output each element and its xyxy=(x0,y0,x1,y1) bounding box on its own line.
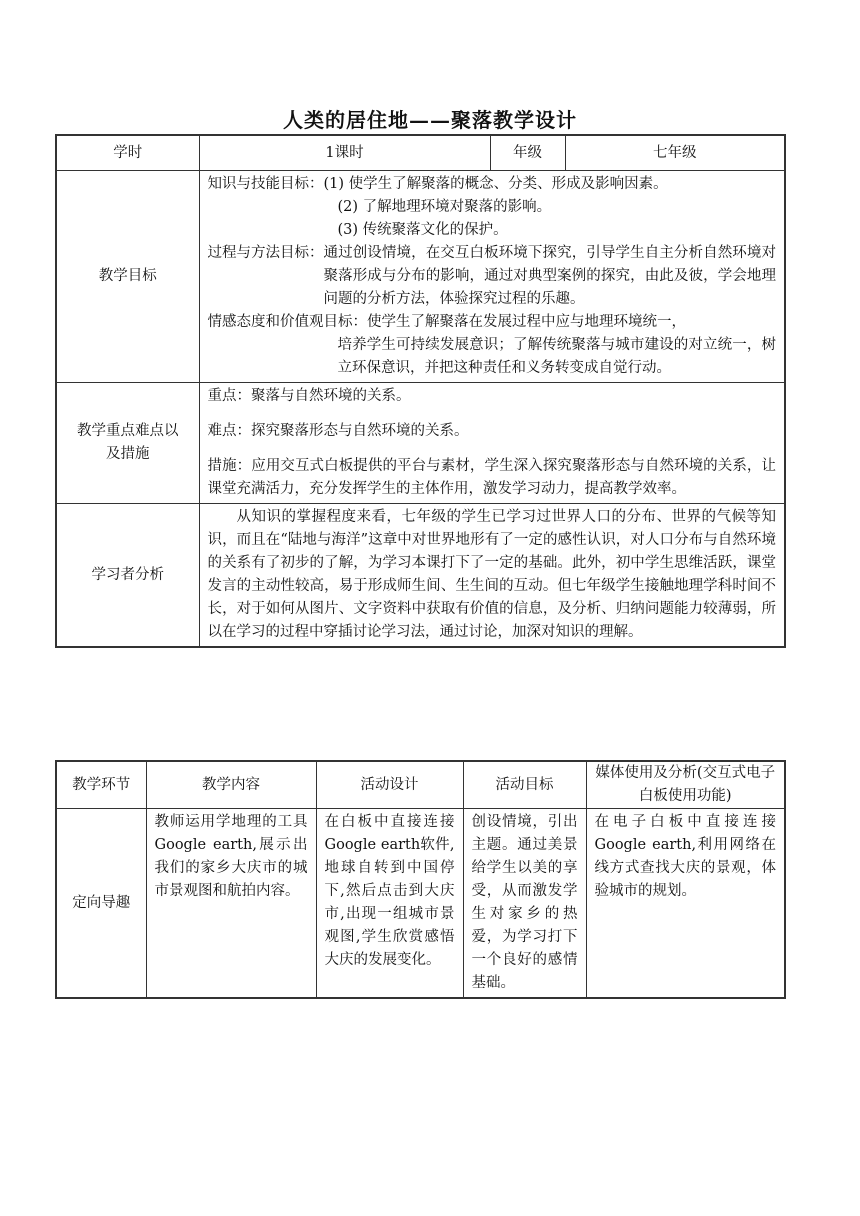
knowledge-objective xyxy=(208,173,777,196)
teaching-process-table xyxy=(55,760,786,999)
table-row xyxy=(56,809,785,999)
process-header-row xyxy=(56,761,785,809)
period-value: 1课时 xyxy=(199,135,490,171)
header-stage: 教学环节 xyxy=(56,761,146,809)
grade-value: 七年级 xyxy=(565,135,785,171)
knowledge-label: 知识与技能目标： xyxy=(207,176,324,192)
emotion-text-rest: 培养学生可持续发展意识；了解传统聚落与城市建设的对立统一，树立环保意识，并把这种责任和义务转变成自觉行动。 xyxy=(337,337,776,376)
objectives-row xyxy=(56,171,785,383)
header-activity: 活动设计 xyxy=(316,761,463,809)
activity-cell: 在白板中直接连接Google earth软件,地球自转到中国停下,然后点击到大庆市,出现一组城市景观图,学生欣赏感悟大庆的发展变化。 xyxy=(316,809,463,999)
lesson-info-table xyxy=(55,134,786,648)
learner-analysis-label: 学习者分析 xyxy=(56,504,199,648)
key-points-row xyxy=(56,383,785,504)
period-label: 学时 xyxy=(56,135,199,171)
difficulty: 难点：探究聚落形态与自然环境的关系。 xyxy=(207,423,469,439)
process-objective xyxy=(208,242,777,311)
info-row xyxy=(56,135,785,171)
emotion-label: 情感态度和价值观目标： xyxy=(207,314,367,330)
knowledge-item-2: (2) 了解地理环境对聚落的影响。 xyxy=(337,199,552,215)
knowledge-item-1: (1) 使学生了解聚落的概念、分类、形成及影响因素。 xyxy=(323,176,668,192)
knowledge-item-3: (3) 传统聚落文化的保护。 xyxy=(337,222,508,238)
header-media: 媒体使用及分析(交互式电子白板使用功能) xyxy=(586,761,785,809)
media-cell: 在电子白板中直接连接Google earth,利用网络在线方式查找大庆的景观，体验城市的规划。 xyxy=(586,809,785,999)
stage-cell: 定向导趣 xyxy=(56,809,146,999)
process-text: 通过创设情境，在交互白板环境下探究，引导学生自主分析自然环境对聚落形成与分布的影响，通过对典型案例的探究，由此及彼，学会地理问题的分析方法，体验探究过程的乐趣。 xyxy=(323,245,776,307)
learner-analysis-row xyxy=(56,504,785,648)
emotion-objective xyxy=(208,311,777,334)
objectives-label: 教学目标 xyxy=(56,171,199,383)
grade-label: 年级 xyxy=(490,135,565,171)
emotion-text-first: 使学生了解聚落在发展过程中应与地理环境统一， xyxy=(367,314,686,330)
key-points-content xyxy=(199,383,785,504)
document-title: 人类的居住地——聚落教学设计 xyxy=(283,108,577,132)
header-goal: 活动目标 xyxy=(463,761,586,809)
header-content: 教学内容 xyxy=(146,761,316,809)
objectives-content xyxy=(199,171,785,383)
learner-analysis-text: 从知识的掌握程度来看，七年级的学生已学习过世界人口的分布、世界的气候等知识，而且在“陆地与海洋”这章中对世界地形有了一定的感性认识，对人口分布与自然环境的关系有了初步的了解，为学习本课打下了一定的基础。此外，初中学生思维活跃，课堂发言的主动性较高，易于形成师生间、生生间的互动。但七年级学生接触地理学科时间不长，对于如何从图片、文字资料中获取有价值的信息，及分析、归纳问题能力较薄弱，所以在学习的过程中穿插讨论学习法，通过讨论，加深对知识的理解。 xyxy=(199,504,785,648)
process-label: 过程与方法目标： xyxy=(207,245,324,261)
content-cell: 教师运用学地理的工具Google earth,展示出我们的家乡大庆市的城市景观图和航拍内容。 xyxy=(146,809,316,999)
key-points-label: 教学重点难点以及措施 xyxy=(56,383,199,504)
measures: 措施：应用交互式白板提供的平台与素材，学生深入探究聚落形态与自然环境的关系，让课堂充满活力，充分发挥学生的主体作用，激发学习动力，提高教学效率。 xyxy=(207,458,776,497)
key-point: 重点：聚落与自然环境的关系。 xyxy=(207,388,411,404)
goal-cell: 创设情境，引出主题。通过美景给学生以美的享受，从而激发学生对家乡的热爱，为学习打下一个良好的感情基础。 xyxy=(463,809,586,999)
